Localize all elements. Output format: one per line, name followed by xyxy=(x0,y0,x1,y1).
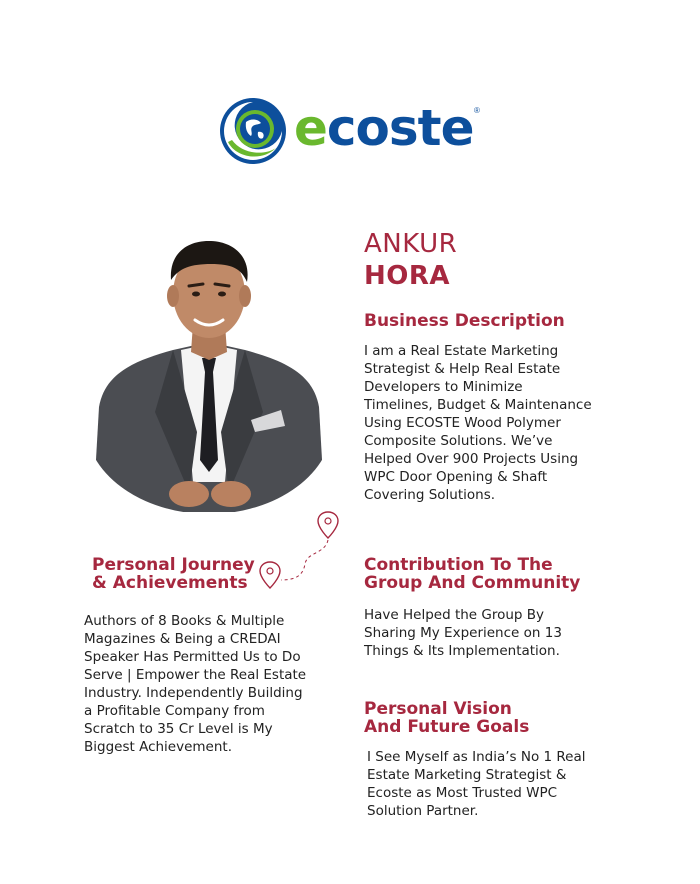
personal-vision-heading xyxy=(364,700,529,736)
heading-line: Group And Community xyxy=(364,573,581,593)
globe-swirl-icon xyxy=(218,96,288,166)
contribution-heading xyxy=(364,556,580,592)
wordmark-rest: coste xyxy=(326,99,474,157)
heading-line: Personal Vision xyxy=(364,699,512,719)
ecoste-logo xyxy=(218,96,488,166)
personal-journey-text: Authors of 8 Books & Multiple Magazines & Being a CREDAI Speaker Has Permitted Us to Do Serve | Empower the Real Estate Industry. Independently Building a Profitable Company from Scratch to 35 Cr Level is My Biggest Achievement. xyxy=(84,613,307,755)
map-pin-icon xyxy=(260,562,280,588)
last-name: HORA xyxy=(364,261,451,291)
personal-vision-text: I See Myself as India’s No 1 Real Estate Marketing Strategist & Ecoste as Most Trusted WPC Solution Partner. xyxy=(367,749,586,819)
wordmark-accent: e xyxy=(294,99,327,157)
heading-line: And Future Goals xyxy=(364,717,530,737)
personal-journey-heading xyxy=(92,556,255,592)
map-pin-icon xyxy=(318,512,338,538)
heading-line: Personal Journey xyxy=(92,555,255,575)
business-description-heading: Business Description xyxy=(364,311,565,331)
business-description-text: I am a Real Estate Marketing Strategist & Help Real Estate Developers to Minimize Timelines, Budget & Maintenance Using ECOSTE Wood Polymer Composite Solutions. We’ve Helped Over 900 Projects Using WPC Door Opening & Shaft Covering Solutions. xyxy=(364,343,592,503)
registered-mark: ® xyxy=(474,106,480,115)
location-path-icon xyxy=(255,508,345,598)
first-name: ANKUR xyxy=(364,229,458,259)
heading-line: & Achievements xyxy=(92,573,248,593)
heading-line: Contribution To The xyxy=(364,555,553,575)
portrait-image xyxy=(85,232,333,512)
contribution-text: Have Helped the Group By Sharing My Experience on 13 Things & Its Implementation. xyxy=(364,607,562,659)
ecoste-wordmark xyxy=(294,100,473,156)
